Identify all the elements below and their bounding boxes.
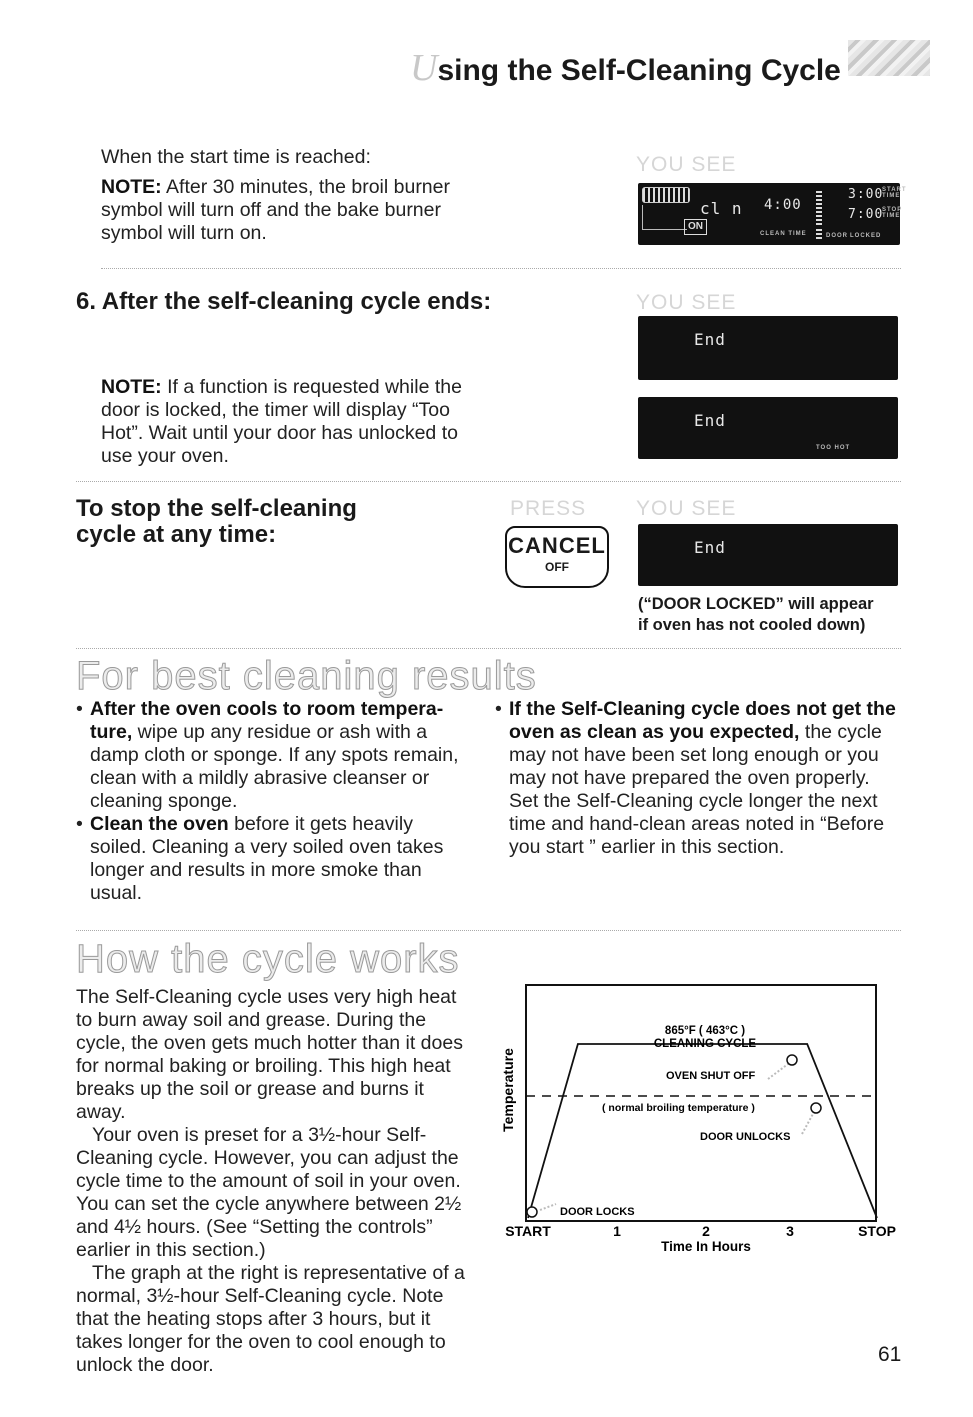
door-locked-caption: [638, 594, 874, 636]
cancel-off-button[interactable]: [505, 526, 609, 588]
you-see-label: YOU SEE: [636, 497, 737, 520]
too-hot-small: TOO HOT: [816, 445, 851, 451]
oven-display-cleaning: [638, 183, 907, 245]
list-item: [76, 813, 471, 905]
item-text: before it gets heavily soiled. Cleaning a very soiled oven takes longer and results in more smoke than usual.: [90, 813, 444, 904]
page-number: 61: [878, 1343, 902, 1366]
title-text: sing the Self-Cleaning Cycle: [437, 54, 841, 87]
page-title: [410, 46, 841, 90]
x-tick-start: START: [505, 1223, 551, 1239]
note-label: NOTE:: [101, 376, 162, 398]
title-drop-cap: U: [410, 47, 438, 89]
oven-display-too-hot: [638, 397, 898, 459]
cancel-label: CANCEL: [508, 533, 606, 558]
divider: [76, 481, 901, 482]
clean-time-small: CLEAN TIME: [760, 231, 807, 237]
stop-heading-line1: To stop the self-cleaning: [76, 495, 357, 522]
caption-line1: (“DOOR LOCKED” will appear: [638, 595, 874, 613]
door-unlocks-pointer: [802, 1112, 814, 1134]
oven-display-stop: [638, 524, 898, 586]
how-it-works-heading: How the cycle works: [76, 937, 460, 981]
y-axis-label: Temperature: [500, 1048, 516, 1132]
item-text: the cycle may not have been set long enough or you may not have prepared the oven properly. Set the Self-Cleaning cycle longer the next time and hand-clean areas noted in “Before you start ” earlier in this section.: [509, 721, 885, 858]
caption-line2: if oven has not cooled down): [638, 616, 866, 634]
list-item: [76, 698, 471, 813]
note-label: NOTE:: [101, 176, 162, 198]
door-unlocks-label: DOOR UNLOCKS: [700, 1131, 791, 1143]
note-text: If a function is requested while the door is locked, the timer will display “Too Hot”. Wait until your door has unlocked to use your oven.: [101, 376, 462, 467]
divider: [76, 930, 901, 931]
door-locks-label: DOOR LOCKS: [560, 1206, 635, 1218]
oven-shut-off-marker: [787, 1055, 797, 1065]
title-decoration: [848, 40, 930, 76]
display-start-time: 3:00: [848, 187, 884, 202]
step6-note: [101, 376, 471, 468]
oven-outline-icon: [642, 205, 687, 230]
item-bold: Clean the oven: [90, 813, 229, 835]
door-locks-pointer: [540, 1204, 556, 1210]
display-clean-text: cl n: [700, 199, 743, 218]
oven-shut-off-pointer: [768, 1064, 788, 1079]
self-cleaning-temperature-chart: [496, 982, 906, 1262]
door-small: DOOR: [826, 233, 848, 239]
locked-small: LOCKED: [850, 233, 882, 239]
list-item: [495, 698, 900, 859]
paragraph: The graph at the right is representative of a normal, 3½-hour Self-Cleaning cycle. Note that the heating stops after 3 hours, but it takes longer for the oven to cool enough to unlock the door.: [76, 1262, 465, 1376]
divider: [76, 648, 901, 649]
divider: [101, 268, 901, 269]
temp-label-line2: CLEANING CYCLE: [653, 1038, 757, 1050]
x-tick-stop: STOP: [858, 1223, 896, 1239]
door-locks-marker: [527, 1207, 537, 1217]
indicator-bars-icon: [816, 191, 822, 225]
oven-display-end: [638, 316, 898, 380]
display-stop-time: 7:00: [848, 207, 884, 222]
start-time-small: START TIME: [882, 187, 907, 199]
you-see-label: YOU SEE: [636, 153, 737, 176]
item-bold: After the oven cools to room tempera-ture,: [90, 698, 444, 743]
start-time-note: [101, 176, 481, 245]
on-indicator: ON: [684, 219, 707, 235]
step6-heading: 6. After the self-cleaning cycle ends:: [76, 288, 492, 315]
display-end-text: End: [694, 411, 726, 430]
display-clean-time: 4:00: [764, 197, 802, 213]
indicator-bars-small-icon: [816, 229, 822, 239]
item-text: wipe up any residue or ash with a damp cloth or sponge. If any spots remain, clean with a mildly abrasive cleanser or cleaning sponge.: [90, 721, 459, 812]
best-results-right-list: [495, 698, 900, 859]
broil-burner-icon: [642, 187, 690, 203]
temp-label-line1: 865°F ( 463°C ): [664, 1025, 746, 1037]
item-bold: If the Self-Cleaning cycle does not get the oven as clean as you expected,: [509, 698, 896, 743]
start-time-intro: When the start time is reached:: [101, 146, 371, 168]
how-it-works-text: [76, 986, 474, 1377]
note-text: After 30 minutes, the broil burner symbol will turn off and the bake burner symbol will turn on.: [101, 176, 450, 244]
press-label: PRESS: [510, 497, 587, 520]
x-tick-1: 1: [613, 1223, 621, 1239]
you-see-label: YOU SEE: [636, 291, 737, 314]
x-axis-label: Time In Hours: [661, 1239, 751, 1254]
x-tick-3: 3: [786, 1223, 794, 1239]
best-results-left-list: [76, 698, 471, 905]
off-label: OFF: [545, 560, 569, 574]
oven-shut-off-label: OVEN SHUT OFF: [666, 1070, 756, 1082]
display-end-text: End: [694, 330, 726, 349]
paragraph: Your oven is preset for a 3½-hour Self-Cleaning cycle. However, you can adjust the cycle time to the amount of soil in your oven. You can set the cycle anywhere between 2½ and 4½ hours. (See “Setting the controls” earlier in this section.): [76, 1124, 462, 1261]
paragraph: The Self-Cleaning cycle uses very high heat to burn away soil and grease. During the cycle, the oven gets much hotter than it does for normal baking or broiling. This high heat breaks up the soil or grease and burns it away.: [76, 986, 463, 1123]
stop-heading: [76, 496, 357, 548]
stop-heading-line2: cycle at any time:: [76, 521, 277, 548]
door-unlocks-marker: [811, 1103, 821, 1113]
best-results-heading: For best cleaning results: [76, 654, 537, 698]
normal-broiling-label: ( normal broiling temperature ): [602, 1102, 755, 1114]
stop-time-small: STOP TIME: [882, 207, 903, 219]
display-end-text: End: [694, 538, 726, 557]
x-tick-2: 2: [702, 1223, 710, 1239]
